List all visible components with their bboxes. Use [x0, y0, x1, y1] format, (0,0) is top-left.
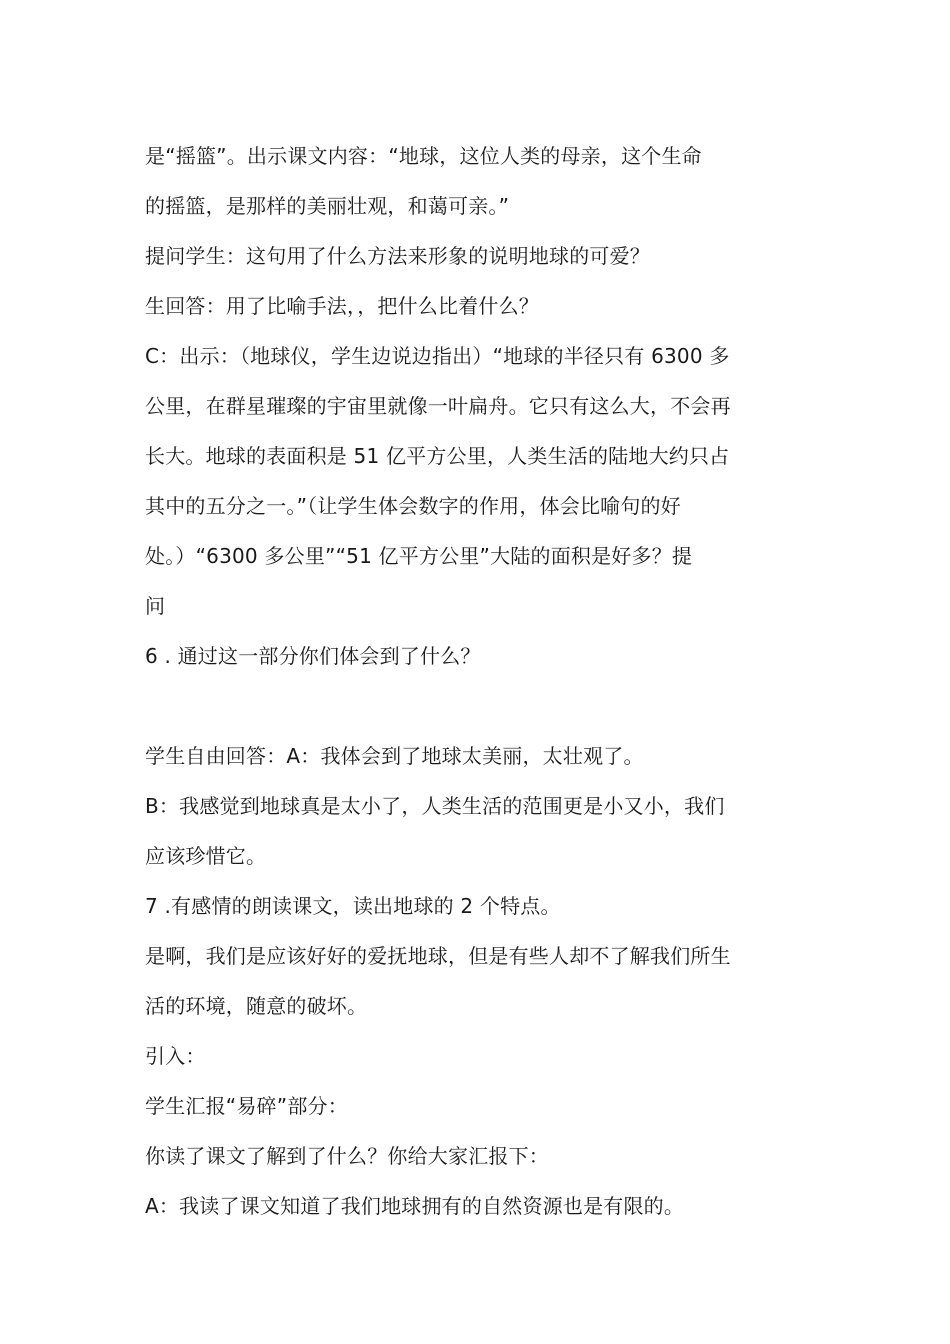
text-line: 是“摇篮”。出示课文内容：“地球，这位人类的母亲，这个生命: [145, 144, 702, 168]
text-line: 公里，在群星璀璨的宇宙里就像一叶扁舟。它只有这么大，不会再: [145, 394, 731, 418]
text-line: 引入：: [145, 1044, 206, 1068]
text-line: 应该珍惜它。: [145, 844, 267, 868]
text-line: 问: [145, 594, 166, 618]
text-line: 活的环境，随意的破坏。: [145, 994, 368, 1018]
text-line: 处。）“6300 多公里”“51 亿平方公里”大陆的面积是好多？提: [145, 544, 693, 568]
text-line: 学生汇报“易碎”部分：: [145, 1094, 348, 1118]
text-line: 生回答：用了比喻手法，，把什么比着什么？: [145, 294, 539, 318]
text-line: 的摇篮，是那样的美丽壮观，和蔼可亲。”: [145, 194, 510, 218]
text-line: 6 . 通过这一部分你们体会到了什么？: [145, 644, 481, 668]
text-line: C：出示：（地球仪，学生边说边指出）“地球的半径只有 6300 多: [145, 344, 730, 368]
text-line: B：我感觉到地球真是太小了，人类生活的范围更是小又小，我们: [145, 794, 725, 818]
text-line: 其中的五分之一。”（让学生体会数字的作用，体会比喻句的好: [145, 494, 681, 518]
blank-line: [145, 681, 815, 731]
text-line: 你读了课文了解到了什么？你给大家汇报下：: [145, 1144, 549, 1168]
text-line: 提问学生：这句用了什么方法来形象的说明地球的可爱？: [145, 244, 650, 268]
text-line: 7 .有感情的朗读课文，读出地球的 2 个特点。: [145, 894, 561, 918]
text-line: 是啊，我们是应该好好的爱抚地球，但是有些人却不了解我们所生: [145, 944, 731, 968]
text-line: 长大。地球的表面积是 51 亿平方公里，人类生活的陆地大约只占: [145, 444, 730, 468]
document-body: [145, 131, 815, 1231]
text-line: A：我读了课文知道了我们地球拥有的自然资源也是有限的。: [145, 1194, 685, 1218]
text-line: 学生自由回答：A：我体会到了地球太美丽，太壮观了。: [145, 744, 644, 768]
